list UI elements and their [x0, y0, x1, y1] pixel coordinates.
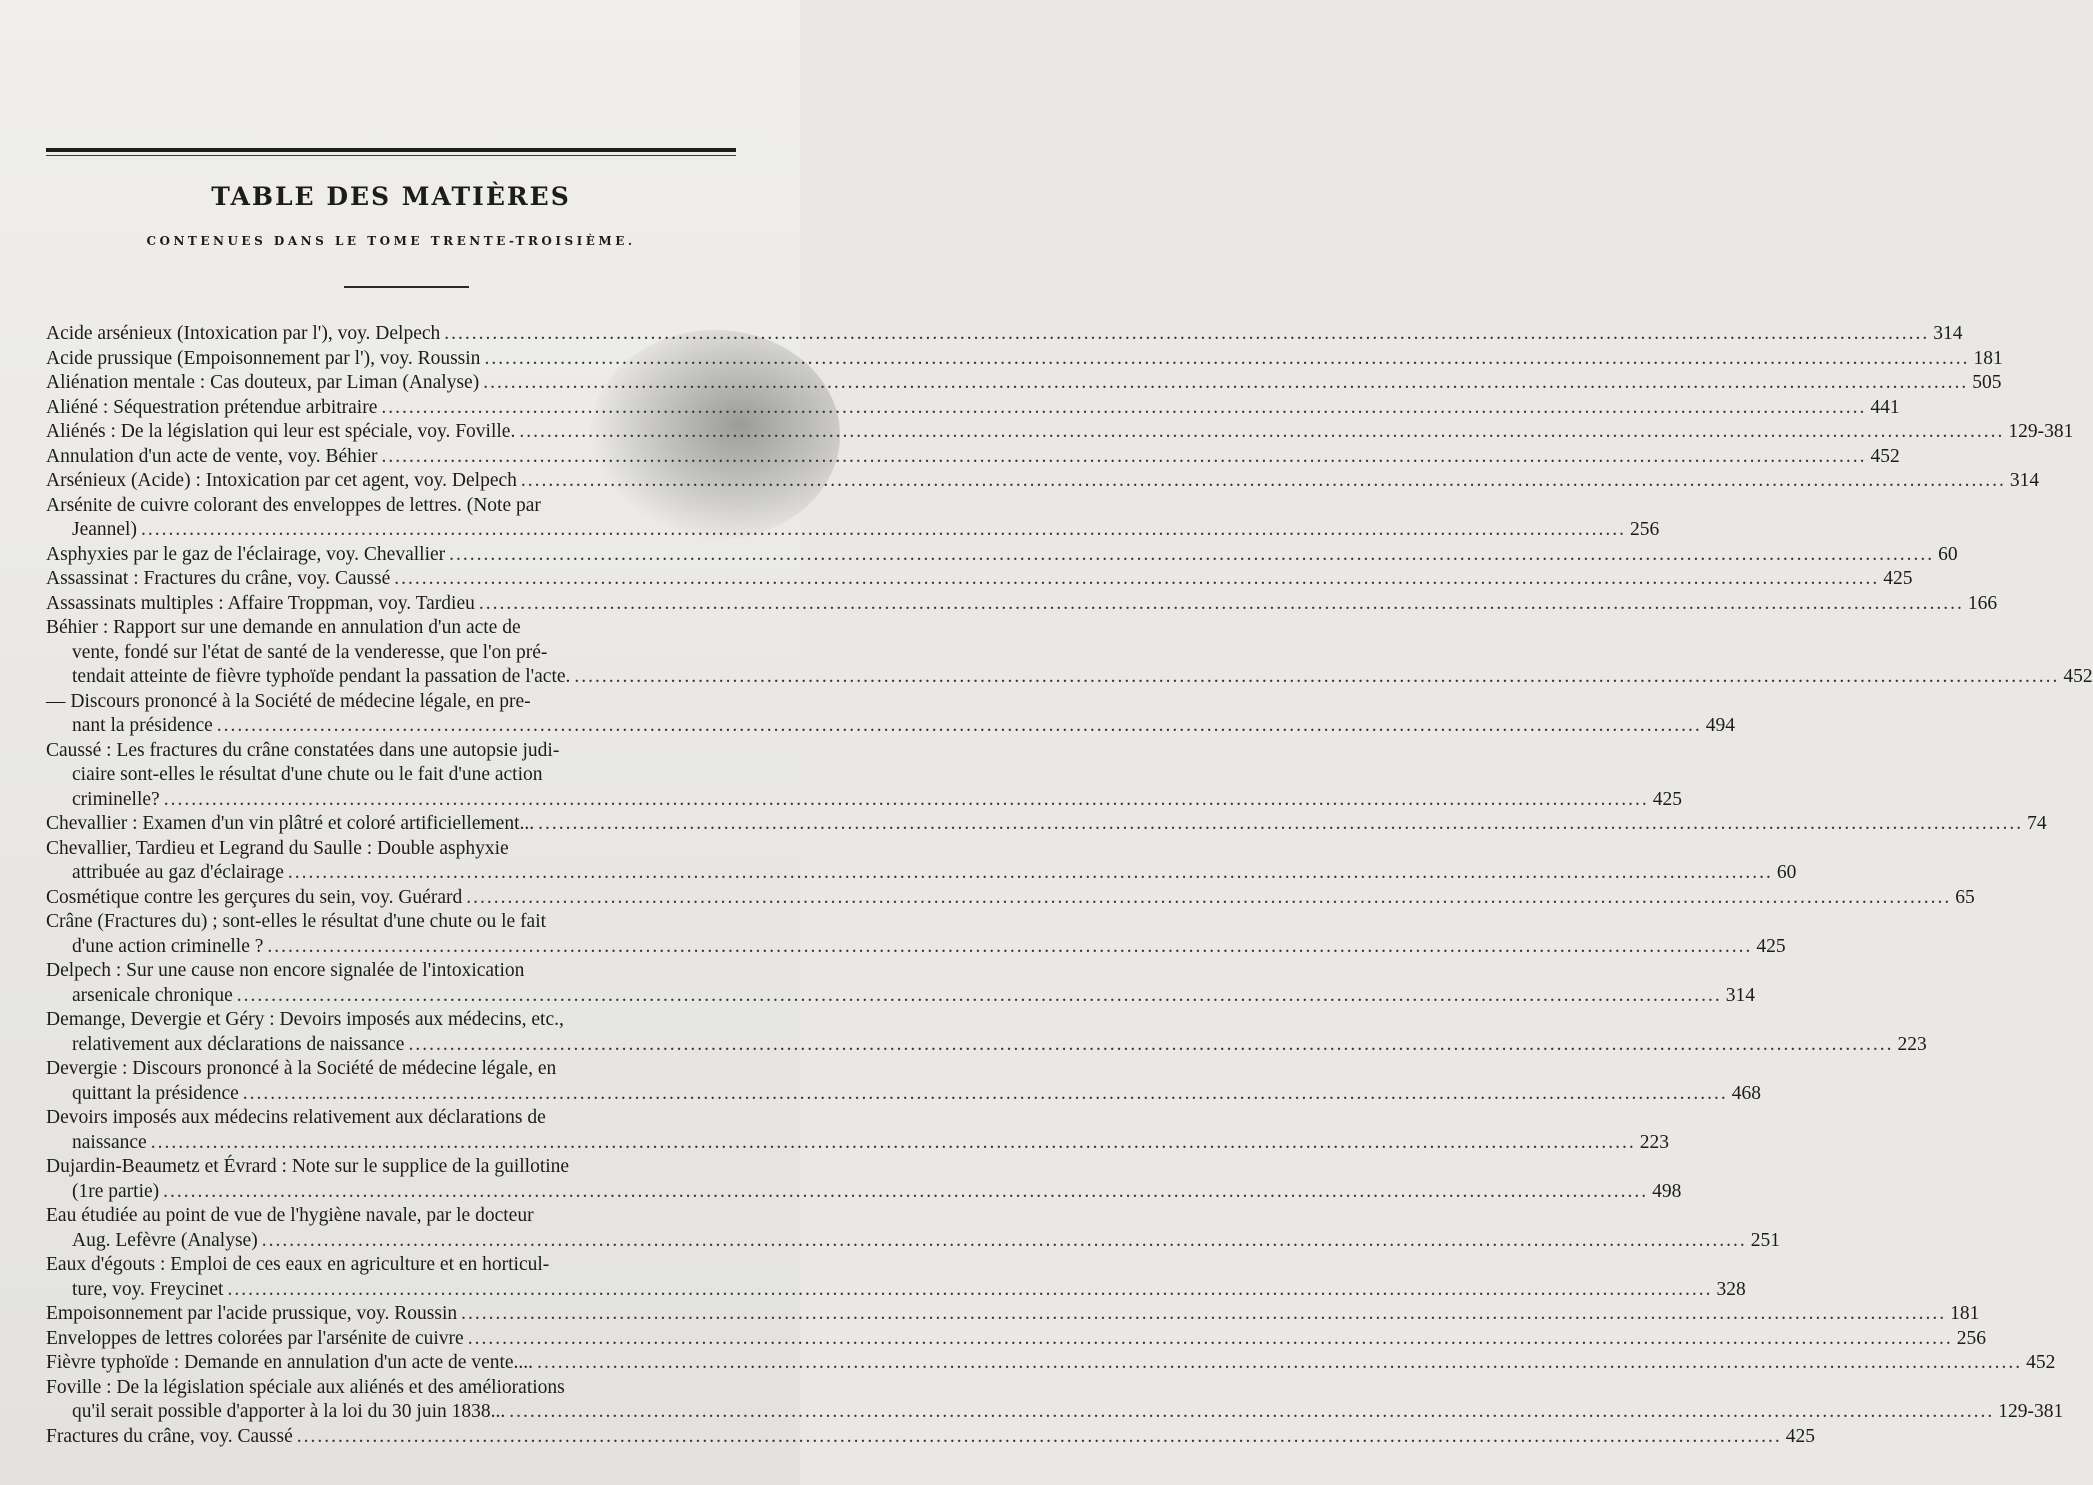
entry-last-line	[46, 1351, 2056, 1376]
dot-leader	[381, 396, 1866, 421]
entry-last-line	[46, 1033, 1927, 1058]
entry-last-line	[46, 567, 1913, 592]
page-title: TABLE DES MATIÈRES	[211, 182, 571, 211]
entry-text: Jeannel)	[72, 519, 137, 540]
entry-last-line	[46, 886, 1975, 911]
entry-text: Caussé : Les fractures du crâne constatées dans une autopsie judi-	[46, 739, 560, 761]
entry-line	[46, 494, 766, 519]
entry-line	[46, 616, 766, 641]
dot-leader	[163, 1180, 1648, 1205]
index-entry	[46, 322, 1963, 347]
dot-leader	[468, 1327, 1953, 1352]
entry-page-number: 251	[1750, 1229, 1780, 1251]
index-entry	[46, 445, 1900, 470]
index-entry	[46, 910, 1786, 959]
entry-line	[46, 1057, 766, 1082]
entry-text: Foville : De la législation spéciale aux aliénés et des améliorations	[46, 1376, 565, 1398]
entry-text: Eaux d'égouts : Emploi de ces eaux en agriculture et en horticul-	[46, 1254, 550, 1275]
title-separator-rule	[344, 286, 469, 288]
entry-text: — Discours prononcé à la Société de médecine légale, en pre-	[46, 690, 531, 712]
entry-text: Eau étudiée au point de vue de l'hygiène navale, par le docteur	[46, 1205, 534, 1226]
entry-page-number: 223	[1639, 1131, 1669, 1153]
entry-page-number: 452	[1870, 445, 1900, 467]
index-entry	[46, 1057, 1762, 1106]
entry-page-number: 468	[1731, 1082, 1762, 1104]
entry-text: quittant la présidence	[72, 1082, 239, 1104]
entry-text: d'une action criminelle ?	[72, 935, 264, 957]
entry-page-number: 425	[1785, 1425, 1815, 1447]
entry-text: Aug. Lefèvre (Analyse)	[72, 1229, 258, 1251]
entry-line	[46, 739, 766, 764]
entry-last-line	[46, 420, 2074, 445]
entry-text: Chevallier, Tardieu et Legrand du Saulle : Double asphyxie	[46, 837, 509, 859]
entry-page-number: 425	[1883, 568, 1913, 589]
dot-leader	[537, 1351, 2022, 1376]
entry-page-number: 441	[1870, 396, 1900, 418]
entry-text: Assassinats multiples : Affaire Troppman, voy. Tardieu	[46, 592, 475, 614]
dot-leader	[227, 1278, 1712, 1303]
index-entry	[46, 1106, 1669, 1155]
dot-leader	[237, 984, 1722, 1009]
index-entry	[46, 543, 1958, 568]
entry-text: Fractures du crâne, voy. Caussé	[46, 1425, 293, 1447]
entry-page-number: 181	[1973, 347, 2003, 369]
entry-text: tendait atteinte de fièvre typhoïde pendant la passation de l'acte.	[72, 666, 571, 687]
entry-page-number: 223	[1897, 1033, 1927, 1055]
entry-text: Devoirs imposés aux médecins relativement aux déclarations de	[46, 1107, 546, 1128]
entry-text: ciaire sont-elles le résultat d'une chute ou le fait d'une action	[72, 764, 543, 785]
entry-page-number: 314	[1725, 984, 1756, 1006]
dot-leader	[394, 567, 1879, 592]
dot-leader	[444, 322, 1929, 347]
entry-text: Aliénés : De la législation qui leur est spéciale, voy. Foville.	[46, 421, 516, 442]
index-entry	[46, 494, 1660, 543]
dot-leader	[141, 518, 1626, 543]
dot-leader	[267, 935, 1752, 960]
dot-leader	[408, 1033, 1893, 1058]
index-entry	[46, 1376, 2064, 1425]
entry-last-line	[46, 1400, 2064, 1425]
entry-last-line	[46, 812, 2047, 837]
index-entry	[46, 347, 2003, 372]
entry-line	[46, 1155, 766, 1180]
entry-text: Delpech : Sur une cause non encore signalée de l'intoxication	[46, 960, 525, 981]
index-entry	[46, 739, 1682, 813]
entry-text: Asphyxies par le gaz de l'éclairage, voy. Chevallier	[46, 543, 446, 565]
dot-leader	[262, 1229, 1747, 1254]
entry-text: Fièvre typhoïde : Demande en annulation d'un acte de vente....	[46, 1352, 534, 1373]
index-entry	[46, 1155, 1682, 1204]
entry-text: Annulation d'un acte de vente, voy. Béhier	[46, 445, 378, 467]
entry-last-line	[46, 714, 1736, 739]
index-entry	[46, 1327, 1986, 1352]
entry-text: Arsénite de cuivre colorant des enveloppes de lettres. (Note par	[46, 494, 541, 516]
index-entry	[46, 1425, 1815, 1450]
entry-last-line	[46, 347, 2003, 372]
entry-line	[46, 763, 766, 788]
dot-leader	[288, 861, 1773, 886]
entry-line	[46, 959, 766, 984]
entry-text: Arsénieux (Acide) : Intoxication par cet agent, voy. Delpech	[46, 470, 517, 491]
index-entry	[46, 616, 2093, 690]
entry-last-line	[46, 322, 1963, 347]
index-entry	[46, 1008, 1927, 1057]
entry-page-number: 65	[1955, 886, 1975, 908]
entry-text: Enveloppes de lettres colorées par l'arsénite de cuivre	[46, 1327, 464, 1349]
entry-text: Devergie : Discours prononcé à la Société de médecine légale, en	[46, 1058, 557, 1079]
dot-leader	[574, 665, 2059, 690]
entry-last-line	[46, 665, 2093, 690]
entry-page-number: 129-381	[2008, 421, 2074, 442]
index-entry	[46, 420, 2074, 445]
entry-last-line	[46, 469, 2040, 494]
entry-text: vente, fondé sur l'état de santé de la venderesse, que l'on pré-	[72, 641, 548, 663]
entry-text: Cosmétique contre les gerçures du sein, voy. Guérard	[46, 886, 463, 908]
index-entry	[46, 567, 1913, 592]
entry-text: nant la présidence	[72, 715, 213, 736]
dot-leader	[243, 1082, 1728, 1107]
entry-page-number: 452	[2026, 1352, 2056, 1373]
index-entry	[46, 690, 1736, 739]
entry-page-number: 74	[2027, 813, 2047, 834]
dot-leader	[381, 445, 1866, 470]
entry-last-line	[46, 371, 2002, 396]
entry-text: Dujardin-Beaumetz et Évrard : Note sur le supplice de la guillotine	[46, 1156, 570, 1177]
index-entry	[46, 592, 1998, 617]
entry-text: Aliéné : Séquestration prétendue arbitraire	[46, 396, 378, 418]
entry-page-number: 425	[1652, 788, 1682, 810]
entry-line	[46, 1204, 766, 1229]
entry-last-line	[46, 396, 1900, 421]
index-entry	[46, 1253, 1746, 1302]
index-entry	[46, 1302, 1980, 1327]
dot-leader	[538, 812, 2023, 837]
entry-page-number: 256	[1956, 1327, 1986, 1349]
entry-page-number: 129-381	[1998, 1401, 2064, 1422]
entry-page-number: 328	[1716, 1278, 1746, 1300]
entry-text: Acide prussique (Empoisonnement par l'), voy. Roussin	[46, 347, 481, 369]
entry-page-number: 452	[2063, 666, 2093, 687]
dot-leader	[519, 420, 2004, 445]
header-rule-thin	[46, 155, 736, 156]
entry-text: Béhier : Rapport sur une demande en annulation d'un acte de	[46, 617, 521, 638]
dot-leader	[151, 1131, 1636, 1156]
dot-leader	[484, 347, 1969, 372]
dot-leader	[449, 543, 1934, 568]
entry-line	[46, 910, 766, 935]
index-entry	[46, 812, 2047, 837]
entry-last-line	[46, 1082, 1762, 1107]
entry-text: Empoisonnement par l'acide prussique, voy. Roussin	[46, 1303, 458, 1324]
entry-last-line	[46, 861, 1797, 886]
entry-text: Demange, Devergie et Géry : Devoirs imposés aux médecins, etc.,	[46, 1009, 564, 1030]
index-entry	[46, 1351, 2056, 1376]
dot-leader	[461, 1302, 1946, 1327]
index-entry	[46, 469, 2040, 494]
entry-last-line	[46, 543, 1958, 568]
entry-last-line	[46, 1425, 1815, 1450]
entry-last-line	[46, 935, 1786, 960]
dot-leader	[466, 886, 1951, 911]
entry-page-number: 314	[2009, 470, 2040, 491]
entry-last-line	[46, 1229, 1780, 1254]
dot-leader	[217, 714, 1702, 739]
entry-text: Chevallier : Examen d'un vin plâtré et coloré artificiellement...	[46, 813, 535, 834]
index-entry	[46, 837, 1797, 886]
entry-text: attribuée au gaz d'éclairage	[72, 862, 284, 883]
entry-line	[46, 837, 766, 862]
entry-text: naissance	[72, 1131, 147, 1153]
entry-text: (1re partie)	[72, 1180, 160, 1202]
entry-page-number: 60	[1938, 543, 1958, 565]
entry-page-number: 498	[1652, 1180, 1682, 1202]
entry-page-number: 256	[1629, 519, 1660, 540]
index-entry	[46, 959, 1756, 1008]
entry-text: ture, voy. Freycinet	[72, 1278, 224, 1300]
entry-page-number: 166	[1967, 592, 1998, 614]
entry-page-number: 314	[1933, 323, 1963, 344]
entry-text: criminelle?	[72, 788, 160, 810]
index-entries	[46, 322, 2093, 1449]
entry-last-line	[46, 984, 1756, 1009]
entry-text: Assassinat : Fractures du crâne, voy. Caussé	[46, 568, 391, 589]
entry-last-line	[46, 1180, 1682, 1205]
header-rule	[46, 148, 736, 152]
entry-page-number: 60	[1776, 862, 1797, 883]
entry-last-line	[46, 445, 1900, 470]
entry-text: Aliénation mentale : Cas douteux, par Liman (Analyse)	[46, 372, 480, 393]
dot-leader	[164, 788, 1649, 813]
entry-last-line	[46, 1278, 1746, 1303]
entry-last-line	[46, 592, 1998, 617]
entry-text: Acide arsénieux (Intoxication par l'), voy. Delpech	[46, 323, 441, 344]
entry-last-line	[46, 1131, 1669, 1156]
entry-last-line	[46, 788, 1682, 813]
entry-last-line	[46, 1327, 1986, 1352]
entry-text: qu'il serait possible d'apporter à la loi du 30 juin 1838...	[72, 1401, 506, 1422]
entry-line	[46, 690, 766, 715]
entry-line	[46, 1008, 766, 1033]
dot-leader	[297, 1425, 1782, 1450]
entry-last-line	[46, 1302, 1980, 1327]
entry-line	[46, 1106, 766, 1131]
index-entry	[46, 886, 1975, 911]
index-entry	[46, 396, 1900, 421]
entry-line	[46, 1253, 766, 1278]
entry-last-line	[46, 518, 1660, 543]
page-subtitle: CONTENUES DANS LE TOME TRENTE-TROISIÈME.	[146, 234, 636, 248]
dot-leader	[479, 592, 1964, 617]
entry-line	[46, 1376, 766, 1401]
entry-line	[46, 641, 766, 666]
entry-page-number: 425	[1756, 935, 1786, 957]
entry-page-number: 181	[1950, 1303, 1980, 1324]
index-entry	[46, 1204, 1780, 1253]
index-entry	[46, 371, 2002, 396]
entry-page-number: 505	[1972, 372, 2002, 393]
entry-text: relativement aux déclarations de naissance	[72, 1033, 405, 1055]
dot-leader	[483, 371, 1968, 396]
dot-leader	[509, 1400, 1994, 1425]
entry-page-number: 494	[1705, 715, 1736, 736]
entry-text: Crâne (Fractures du) ; sont-elles le résultat d'une chute ou le fait	[46, 911, 547, 932]
entry-text: arsenicale chronique	[72, 984, 233, 1006]
dot-leader	[521, 469, 2006, 494]
